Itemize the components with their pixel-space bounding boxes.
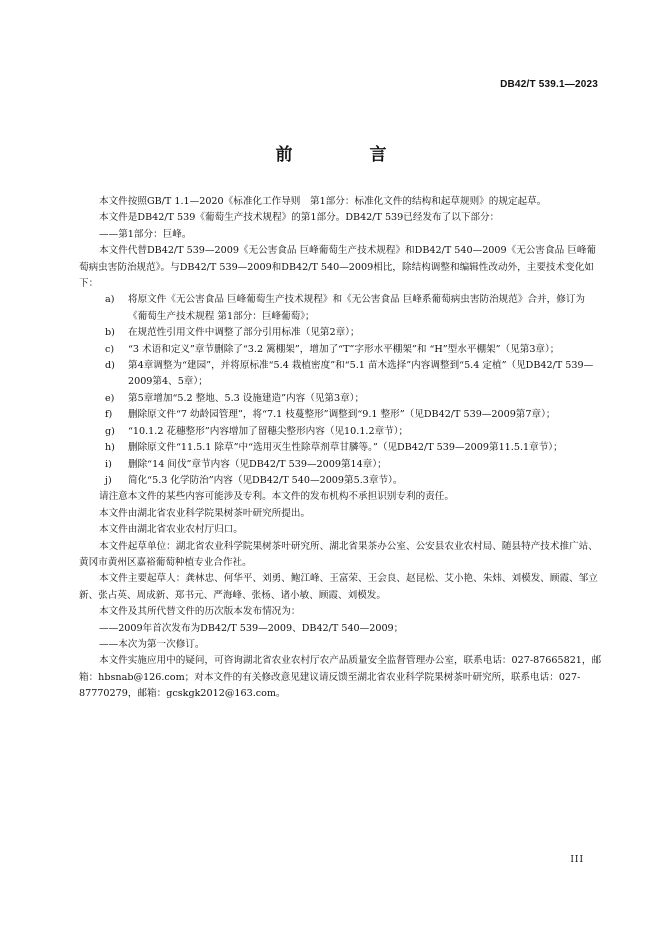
list-marker: c): [105, 343, 115, 355]
list-marker: a): [105, 294, 115, 306]
paragraph: 本文件由湖北省农业农村厅归口。: [99, 524, 243, 536]
paragraph: 本文件及其所代替文件的历次版本发布情况为：: [99, 606, 301, 618]
change-text: 将原文件《无公害食品 巨峰葡萄生产技术规程》和《无公害食品 巨峰系葡萄病虫害防治规范》合并，修订为《葡萄生产技术规程 第1部分：巨峰葡萄》；: [128, 294, 586, 322]
change-text: 删除原文件“11.5.1 除草”中“选用灭生性除草剂草甘膦等。”（见DB42/T 539—2009第11.5.1章节）；: [128, 442, 563, 454]
paragraph: ——本次为第一次修订。: [99, 638, 205, 650]
paragraph: 本文件起草单位：湖北省农业科学院果树茶叶研究所、湖北省果茶办公室、公安县农业农村局、随县特产技术推广站、黄冈市黄州区嘉裕葡萄种植专业合作社。: [79, 540, 598, 568]
change-item: [79, 457, 604, 473]
change-item: [79, 292, 604, 325]
paragraph: 本文件按照GB/T 1.1—2020《标准化工作导则 第1部分：标准化文件的结构和起草规则》的规定起草。: [99, 196, 547, 207]
page-number: III: [570, 855, 584, 865]
paragraph: 请注意本文件的某些内容可能涉及专利。本文件的发布机构不承担识别专利的责任。: [99, 491, 454, 503]
change-text: 删除“14 间伐”章节内容（见DB42/T 539—2009第14章）；: [128, 458, 387, 470]
paragraph: 本文件实施应用中的疑问，可咨询湖北省农业农村厅农产品质量安全监督管理办公室，联系电话：027-87665821，邮箱：hbsnab@126.com；对本文件的有关修改意见建议请反馈至湖北省农业科学院果树茶叶研究所，联系电话：027-87770279，邮箱：gcskgk2012@163.com。: [79, 655, 602, 700]
intro-paragraphs: [79, 194, 604, 292]
paragraph: ——第1部分：巨峰。: [99, 228, 192, 240]
list-marker: b): [105, 327, 115, 339]
change-item: [79, 358, 604, 391]
change-list: [79, 292, 604, 489]
list-marker: j): [105, 474, 112, 486]
list-marker: i): [105, 458, 112, 470]
change-item: [79, 407, 604, 423]
change-item: [79, 424, 604, 440]
paragraph: 本文件由湖北省农业科学院果树茶叶研究所提出。: [99, 507, 311, 519]
document-body: [79, 194, 604, 703]
closing-paragraphs: [79, 489, 604, 702]
change-text: 第4章调整为“建园”，并将原标准“5.4 栽植密度”和“5.1 苗木选择”内容调整到“5.4 定植”（见DB42/T 539—2009第4、5章）；: [128, 360, 594, 388]
change-item: [79, 325, 604, 341]
list-marker: h): [105, 442, 115, 454]
paragraph: 本文件代替DB42/T 539—2009《无公害食品 巨峰葡萄生产技术规程》和DB42/T 540—2009《无公害食品 巨峰葡萄病虫害防治规范》。与DB42/T 539—2009和DB42/T 540—2009相比，除结构调整和编辑性改动外，主要技术变化如下：: [79, 245, 597, 290]
list-marker: e): [105, 392, 115, 404]
list-marker: g): [105, 425, 115, 437]
list-marker: f): [105, 409, 113, 421]
paragraph: 本文件是DB42/T 539《葡萄生产技术规程》的第1部分。DB42/T 539已经发布了以下部分：: [99, 212, 500, 224]
change-text: “10.1.2 花穗整形”内容增加了留穗尖整形内容（见10.1.2章节）；: [128, 425, 409, 437]
document-code: DB42/T 539.1—2023: [500, 79, 598, 90]
change-text: “3 术语和定义”章节删除了“3.2 篱棚架”，增加了“T”字形水平棚架”和 “H”型水平棚架”（见第3章）；: [128, 343, 560, 355]
paragraph: ——2009年首次发布为DB42/T 539—2009、DB42/T 540—2009；: [99, 622, 404, 634]
change-text: 第5章增加“5.2 整地、5.3 设施建造”内容（见第3章）；: [128, 392, 365, 404]
change-item: [79, 391, 604, 407]
change-text: 简化“5.3 化学防治”内容（见DB42/T 540—2009第5.3章节）。: [128, 474, 403, 486]
change-item: [79, 342, 604, 358]
page-title: 前 言: [275, 145, 417, 165]
change-item: [79, 473, 604, 489]
change-text: 删除原文件“7 幼龄园管理”，将“7.1 枝蔓整形”调整到“9.1 整形”（见DB42/T 539—2009第7章）；: [128, 409, 556, 421]
list-marker: d): [105, 360, 115, 372]
paragraph: 本文件主要起草人：龚林忠、何华平、刘勇、鲍江峰、王富荣、王会良、赵昆松、艾小艳、朱炜、刘模发、顾霞、邹立新、张占英、周成新、郑书元、严海峰、张杨、诸小敏、顾霞、刘模发。: [79, 573, 598, 601]
change-text: 在规范性引用文件中调整了部分引用标准（见第2章）；: [128, 327, 360, 339]
change-item: [79, 440, 604, 456]
